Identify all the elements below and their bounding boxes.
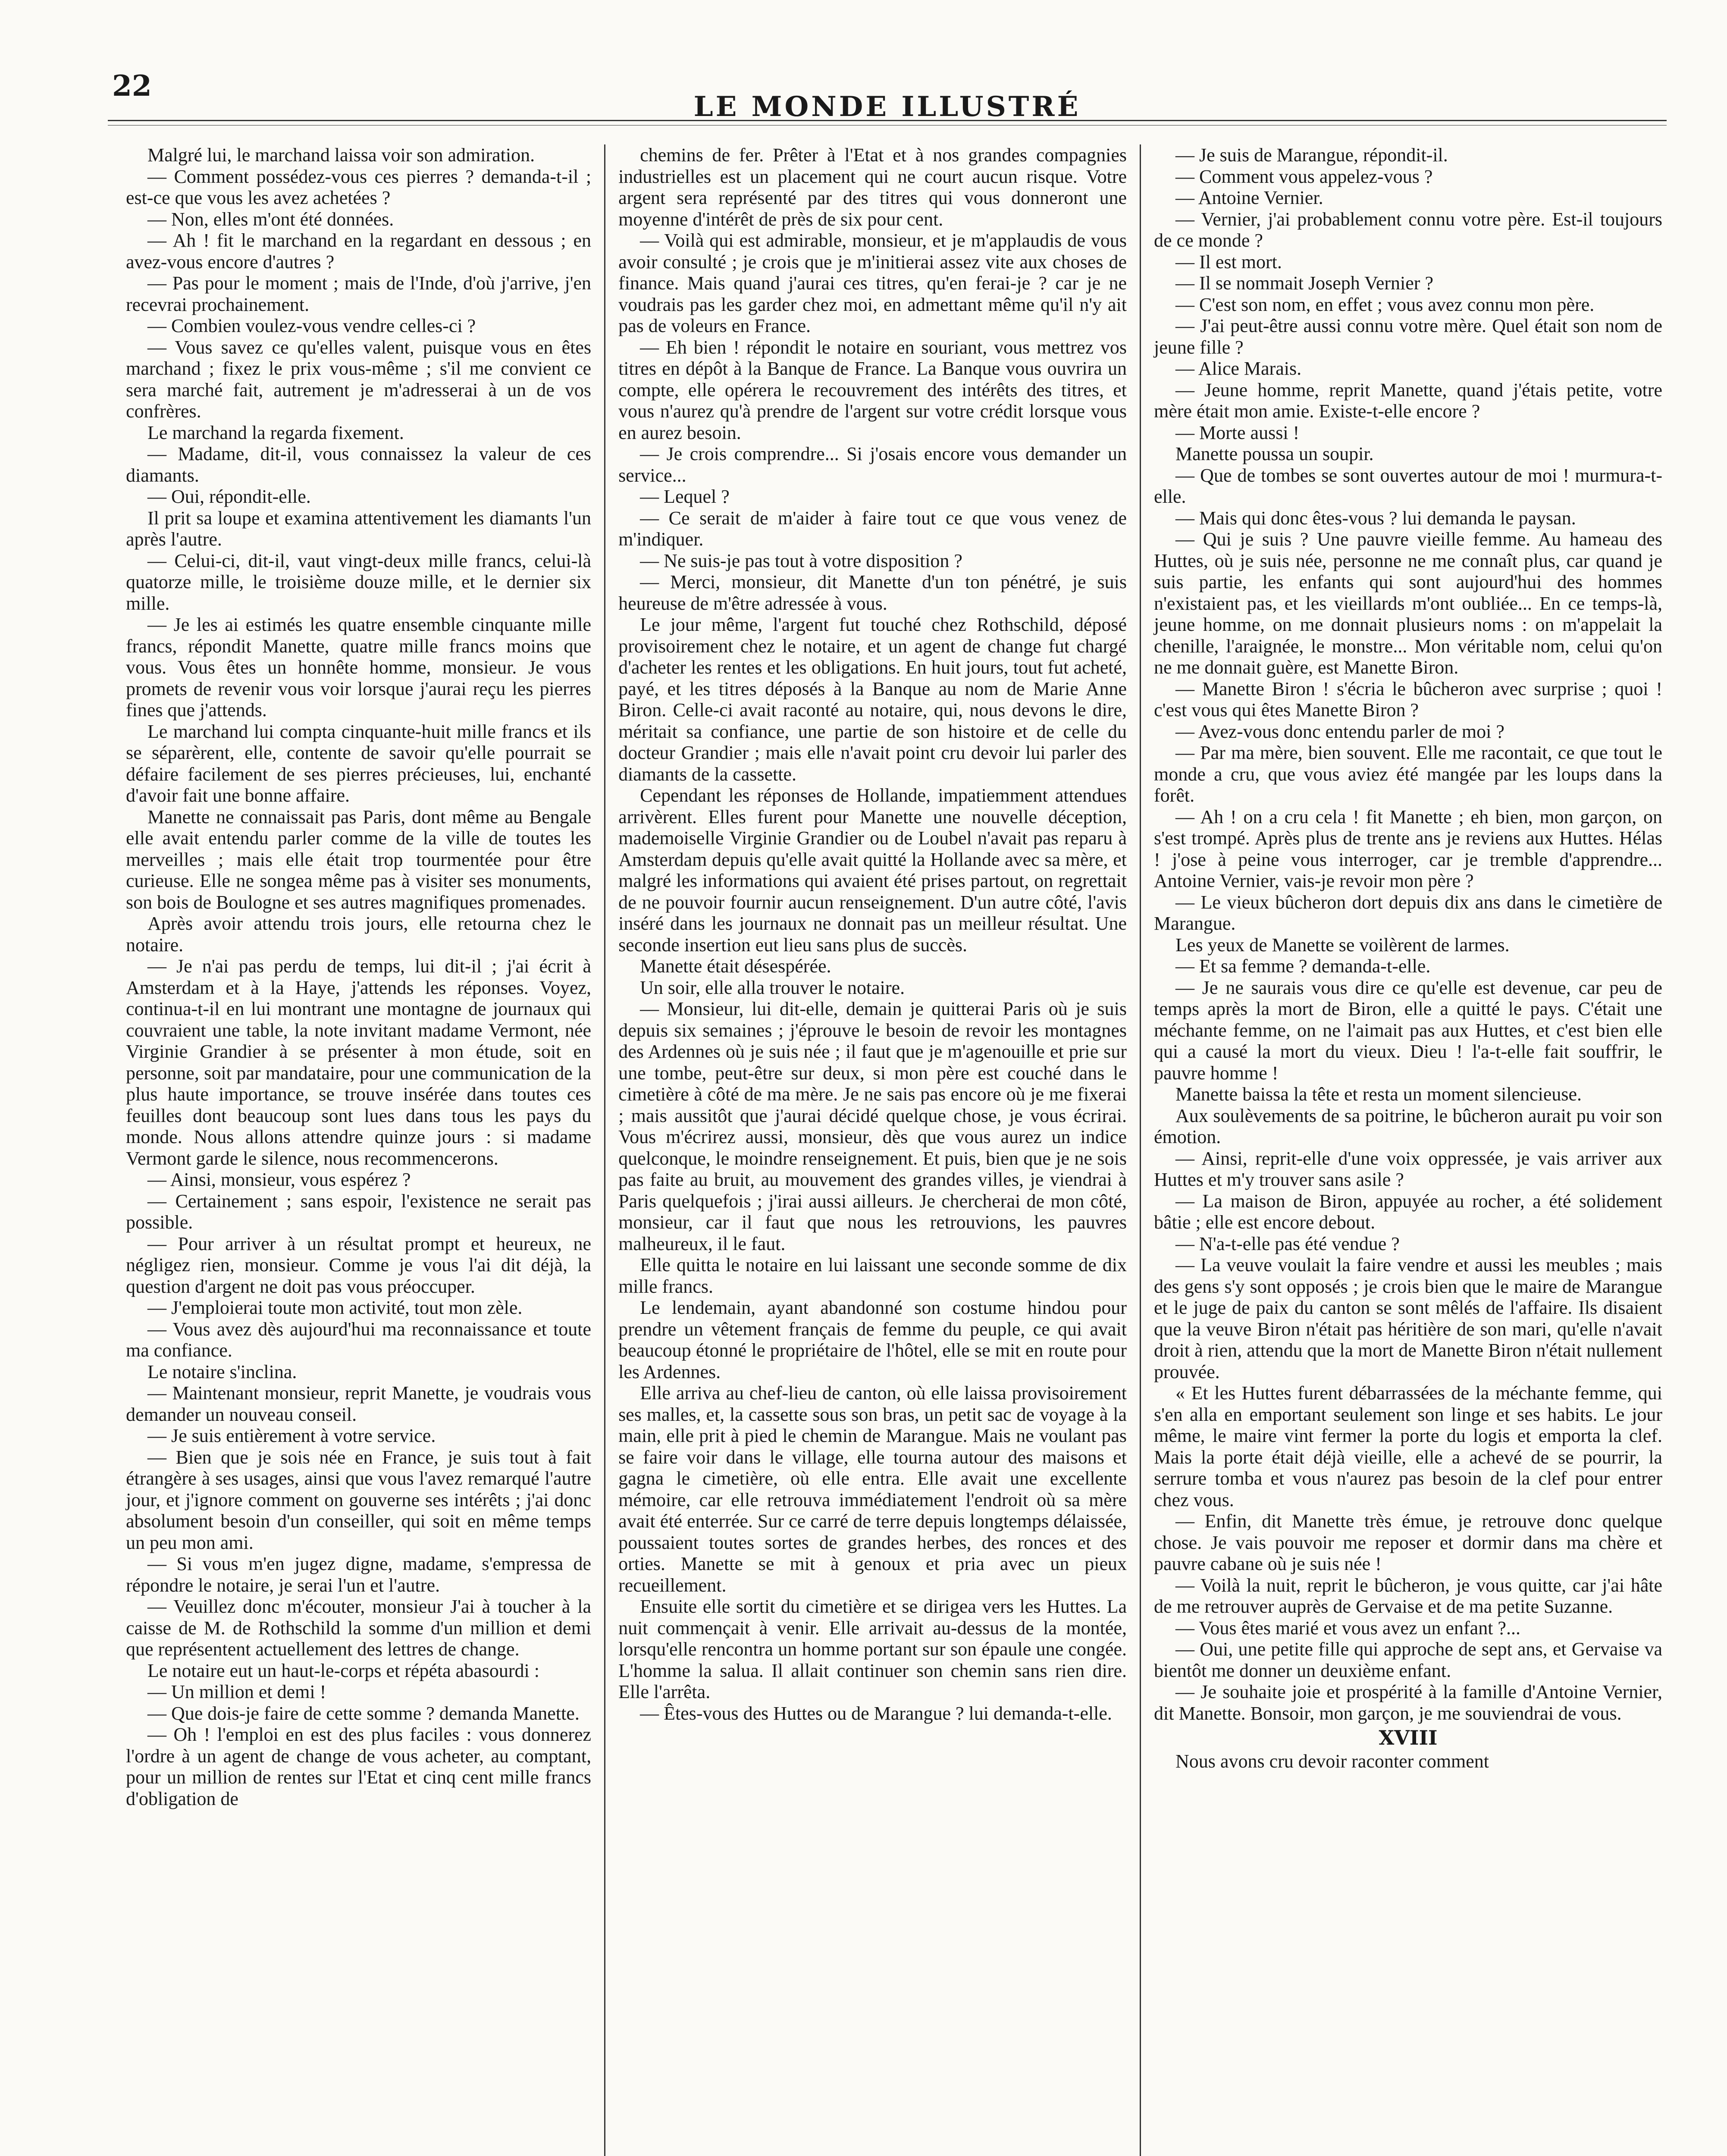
- paragraph: — Je souhaite joie et prospérité à la famille d'Antoine Vernier, dit Manette. Bonsoir, mon garçon, je me souviendrai de vous.: [1154, 1681, 1662, 1724]
- paragraph: — Ah ! on a cru cela ! fit Manette ; eh bien, mon garçon, on s'est trompé. Après plus de trente ans je reviens aux Huttes. Hélas ! j'ose à peine vous interroger, car je tremble d'apprendre... Antoine Vernier, vais-je revoir mon père ?: [1154, 806, 1662, 891]
- paragraph: — Oh ! l'emploi en est des plus faciles : vous donnerez l'ordre à un agent de change de vous acheter, au comptant, pour un million de rentes sur l'Etat et cinq cent mille francs d'obligation de: [126, 1724, 592, 1809]
- paragraph: — Ne suis-je pas tout à votre disposition ?: [640, 550, 962, 571]
- paragraph: — Vernier, j'ai probablement connu votre père. Est-il toujours de ce monde ?: [1154, 208, 1662, 251]
- paragraph: Elle arriva au chef-lieu de canton, où elle laissa provisoirement ses malles, et, la cassette sous son bras, un petit sac de voyage à la main, elle prit à pied le chemin de Marangue. Mais ne voulant pas se faire voir dans le village, elle tourna autour des maisons et gagna le cimetière, où elle entra. Elle avait une excellente mémoire, car elle retrouva immédiatement l'endroit où sa mère avait été enterrée. Sur ce carré de terre depuis longtemps délaissée, poussaient toutes sortes de grandes herbes, des ronces et des orties. Manette se mit à genoux et pria avec un pieux recueillement.: [618, 1382, 1127, 1596]
- paragraph: — Comment possédez-vous ces pierres ? demanda-t-il ; est-ce que vous les avez achetées ?: [126, 166, 592, 208]
- paragraph: Manette ne connaissait pas Paris, dont même au Bengale elle avait entendu parler comme de la ville de toutes les merveilles ; mais elle était trop tourmentée pour être curieuse. Elle ne songea même pas à visiter ses monuments, son bois de Boulogne et ses autres magnifiques promenades.: [126, 806, 592, 913]
- paragraph: chemins de fer. Prêter à l'Etat et à nos grandes compagnies industrielles est un placement qui ne court aucun risque. Votre argent sera représenté par des titres qui vous donneront une moyenne d'intérêt de près de six pour cent.: [618, 144, 1127, 230]
- paragraph: « Et les Huttes furent débarrassées de la méchante femme, qui s'en alla en emportant seulement son linge et ses habits. Le jour même, le maire vint fermer la porte du logis et emporta la clef. Mais la porte était déjà vieille, elle a achevé de se pourrir, la serrure tomba et vous n'aurez pas besoin de la clef pour entrer chez vous.: [1154, 1382, 1662, 1510]
- paragraph: — Maintenant monsieur, reprit Manette, je voudrais vous demander un nouveau conseil.: [126, 1382, 592, 1425]
- page-header: [108, 65, 1667, 138]
- paragraph: — Antoine Vernier.: [1175, 187, 1323, 208]
- paragraph: — Voilà qui est admirable, monsieur, et je m'applaudis de vous avoir consulté ; je crois que je m'initierai assez vite aux choses de finance. Mais quand j'aurai ces titres, qu'en ferai-je ? car je ne voudrais pas les garder chez moi, en admettant même qu'il n'y ait pas de voleurs en France.: [618, 230, 1127, 336]
- paragraph: — Morte aussi !: [1175, 422, 1300, 443]
- page-number: 22: [112, 69, 152, 103]
- paragraph: — N'a-t-elle pas été vendue ?: [1175, 1233, 1400, 1254]
- paragraph: — La maison de Biron, appuyée au rocher, a été solidement bâtie ; elle est encore debout.: [1154, 1190, 1662, 1233]
- paragraph: — J'emploierai toute mon activité, tout mon zèle.: [147, 1297, 523, 1318]
- paragraph: — Il est mort.: [1175, 251, 1282, 273]
- paragraph: — Je suis de Marangue, répondit-il.: [1175, 144, 1448, 166]
- paragraph: Manette poussa un soupir.: [1175, 443, 1374, 464]
- section-heading: XVIII: [1379, 1726, 1438, 1749]
- paragraph: — Je ne saurais vous dire ce qu'elle est devenue, car peu de temps après la mort de Biron, elle a quitté le pays. C'était une méchante femme, on ne l'aimait pas aux Huttes, et c'est bien elle qui a causé la mort du vieux. Dieu ! l'a-t-elle fait souffrir, le pauvre homme !: [1154, 977, 1662, 1084]
- paragraph: — Veuillez donc m'écouter, monsieur J'ai à toucher à la caisse de M. de Rothschild la somme d'un million et demi que représentent actuellement des lettres de change.: [126, 1596, 592, 1660]
- paragraph: Ensuite elle sortit du cimetière et se dirigea vers les Huttes. La nuit commençait à venir. Elle arrivait au-dessus de la montée, lorsqu'elle rencontra un homme portant sur son épaule une congée. L'homme la salua. Il allait continuer son chemin sans rien dire. Elle l'arrêta.: [618, 1596, 1127, 1702]
- paragraph: — Que dois-je faire de cette somme ? demanda Manette.: [147, 1702, 580, 1724]
- paragraph: — Certainement ; sans espoir, l'existence ne serait pas possible.: [126, 1190, 592, 1233]
- paragraph: Un soir, elle alla trouver le notaire.: [640, 977, 905, 998]
- paragraph: Il prit sa loupe et examina attentivement les diamants l'un après l'autre.: [126, 507, 592, 550]
- paragraph: — La veuve voulait la faire vendre et aussi les meubles ; mais des gens s'y sont opposés ; je crois bien que le maire de Marangue et le juge de paix du canton se sont mêlés de l'affaire. Ils disaient que la veuve Biron n'était pas héritière de son mari, qu'elle n'avait droit à rien, attendu que la mort de Manette Biron n'était nullement prouvée.: [1154, 1254, 1662, 1382]
- paragraph: Le lendemain, ayant abandonné son costume hindou pour prendre un vêtement français de femme du peuple, ce qui avait beaucoup étonné le propriétaire de l'hôtel, elle se mit en route pour les Ardennes.: [618, 1297, 1127, 1382]
- paragraph: — Êtes-vous des Huttes ou de Marangue ? lui demanda-t-elle.: [640, 1702, 1112, 1724]
- paragraph: — Monsieur, lui dit-elle, demain je quitterai Paris où je suis depuis six semaines ; j'éprouve le besoin de revoir les montagnes des Ardennes où je suis née ; il faut que je m'agenouille et prie sur une tombe, peut-être sur deux, si mon père est couché dans le cimetière à côté de ma mère. Je ne sais pas encore où je me fixerai ; mais aussitôt que j'aurai décidé quelque chose, je vous écrirai. Vous m'écrirez aussi, monsieur, dès que vous aurez un indice quelconque, le moindre renseignement. Et puis, bien que je ne sois pas faite au bruit, au mouvement des grandes villes, je viendrai à Paris quelquefois ; j'irai aussi ailleurs. Je chercherai de mon côté, monsieur, car il faut que nous les retrouvions, les pauvres malheureux, il le faut.: [618, 998, 1127, 1254]
- paragraph: — Il se nommait Joseph Vernier ?: [1175, 273, 1433, 294]
- paragraph: — Pour arriver à un résultat prompt et heureux, ne négligez rien, monsieur. Comme je vous l'ai dit déjà, la question d'argent ne doit pas vous préoccuper.: [126, 1233, 592, 1297]
- paragraph: — Voilà la nuit, reprit le bûcheron, je vous quitte, car j'ai hâte de me retrouver auprès de Gervaise et de ma petite Suzanne.: [1154, 1574, 1662, 1617]
- paragraph: Manette était désespérée.: [640, 956, 831, 977]
- text-columns: [113, 144, 1675, 2156]
- paragraph: — Lequel ?: [640, 486, 730, 507]
- header-rule: [108, 120, 1667, 121]
- paragraph: — Ainsi, monsieur, vous espérez ?: [147, 1169, 411, 1190]
- paragraph: — Enfin, dit Manette très émue, je retrouve donc quelque chose. Je vais pouvoir me reposer et dormir dans ma chère et pauvre cabane où je suis née !: [1154, 1510, 1662, 1574]
- paragraph: Les yeux de Manette se voilèrent de larmes.: [1175, 934, 1510, 956]
- paragraph: Manette baissa la tête et resta un moment silencieuse.: [1175, 1084, 1582, 1105]
- paragraph: — Mais qui donc êtes-vous ? lui demanda le paysan.: [1175, 507, 1576, 529]
- paragraph: Le marchand lui compta cinquante-huit mille francs et ils se séparèrent, elle, contente de savoir qu'elle pourrait se défaire facilement de ses pierres précieuses, lui, enchanté d'avoir fait une bonne affaire.: [126, 721, 592, 806]
- paragraph: — Oui, répondit-elle.: [147, 486, 311, 507]
- paragraph: — Madame, dit-il, vous connaissez la valeur de ces diamants.: [126, 443, 592, 486]
- paragraph: — Vous savez ce qu'elles valent, puisque vous en êtes marchand ; fixez le prix vous-même ; s'il me convient ce sera marché fait, autrement je m'adresserai à un de vos confrères.: [126, 336, 592, 422]
- column-1: [113, 144, 604, 2156]
- paragraph: Le notaire eut un haut-le-corps et répéta abasourdi :: [147, 1660, 539, 1681]
- paragraph: Après avoir attendu trois jours, elle retourna chez le notaire.: [126, 913, 592, 956]
- paragraph: Cependant les réponses de Hollande, impatiemment attendues arrivèrent. Elles furent pour Manette une nouvelle déception, mademoiselle Virginie Grandier ou de Loubel n'avait pas reparu à Amsterdam depuis qu'elle avait quitté la Hollande avec sa mère, et malgré les informations qui avaient été prises partout, on regrettait de ne pouvoir fournir aucun renseignement. D'un autre côté, l'avis inséré dans les journaux ne donnait pas un meilleur résultat. Une seconde insertion eut lieu sans plus de succès.: [618, 785, 1127, 956]
- paragraph: — Ah ! fit le marchand en la regardant en dessous ; en avez-vous encore d'autres ?: [126, 230, 592, 273]
- paragraph: — Vous êtes marié et vous avez un enfant ?...: [1175, 1617, 1520, 1639]
- paragraph: Le jour même, l'argent fut touché chez Rothschild, déposé provisoirement chez le notaire, et un agent de change fut chargé d'acheter les rentes et les obligations. En huit jours, tout fut acheté, payé, et les titres déposés à la Banque au nom de Marie Anne Biron. Celle-ci avait raconté au notaire, qui, nous devons le dire, méritait sa confiance, une partie de son histoire et de celle du docteur Grandier ; mais elle n'avait point cru devoir lui parler des diamants de la cassette.: [618, 614, 1127, 785]
- paragraph: — Je n'ai pas perdu de temps, lui dit-il ; j'ai écrit à Amsterdam et à la Haye, j'attends les réponses. Voyez, continua-t-il en lui montrant une montagne de journaux qui couvraient une table, la note invitant madame Vermont, née Virginie Grandier à se présenter à mon étude, soit en personne, soit par mandataire, pour une communication de la plus haute importance, se trouve insérée dans toutes ces feuilles dont beaucoup sont lues dans tous les pays du monde. Nous allons attendre quinze jours : si madame Vermont garde le silence, nous recommencerons.: [126, 956, 592, 1169]
- masthead-title: LE MONDE ILLUSTRÉ: [693, 91, 1081, 123]
- paragraph: — Je crois comprendre... Si j'osais encore vous demander un service...: [618, 443, 1127, 486]
- column-2: [604, 144, 1140, 2156]
- column-3: [1140, 144, 1675, 2156]
- paragraph: — Par ma mère, bien souvent. Elle me racontait, ce que tout le monde a cru, que vous aviez été mangée par les loups dans la forêt.: [1154, 742, 1662, 806]
- paragraph: — Jeune homme, reprit Manette, quand j'étais petite, votre mère était mon amie. Existe-t-elle encore ?: [1154, 379, 1662, 422]
- paragraph: Elle quitta le notaire en lui laissant une seconde somme de dix mille francs.: [618, 1254, 1127, 1297]
- paragraph: — Oui, une petite fille qui approche de sept ans, et Gervaise va bientôt me donner un deuxième enfant.: [1154, 1639, 1662, 1681]
- paragraph: — Alice Marais.: [1175, 358, 1302, 379]
- paragraph: — Ce serait de m'aider à faire tout ce que vous venez de m'indiquer.: [618, 507, 1127, 550]
- paragraph: — Le vieux bûcheron dort depuis dix ans dans le cimetière de Marangue.: [1154, 891, 1662, 934]
- paragraph: — Eh bien ! répondit le notaire en souriant, vous mettrez vos titres en dépôt à la Banque de France. La Banque vous ouvrira un compte, elle opérera le recouvrement des intérêts des titres, et vous n'aurez qu'à prendre de l'argent sur votre crédit lorsque vous en aurez besoin.: [618, 336, 1127, 443]
- paragraph: — Ainsi, reprit-elle d'une voix oppressée, je vais arriver aux Huttes et m'y trouver sans asile ?: [1154, 1147, 1662, 1190]
- paragraph: — Je suis entièrement à votre service.: [147, 1425, 436, 1446]
- paragraph: — Combien voulez-vous vendre celles-ci ?: [147, 315, 476, 336]
- paragraph: — Avez-vous donc entendu parler de moi ?: [1175, 721, 1504, 742]
- paragraph: — C'est son nom, en effet ; vous avez connu mon père.: [1175, 294, 1595, 315]
- paragraph: — Vous avez dès aujourd'hui ma reconnaissance et toute ma confiance.: [126, 1318, 592, 1361]
- paragraph: — Et sa femme ? demanda-t-elle.: [1175, 956, 1431, 977]
- paragraph: — Celui-ci, dit-il, vaut vingt-deux mille francs, celui-là quatorze mille, le troisième douze mille, et le dernier six mille.: [126, 550, 592, 614]
- paragraph: — Un million et demi !: [147, 1681, 326, 1702]
- paragraph: Le notaire s'inclina.: [147, 1361, 297, 1382]
- paragraph: — J'ai peut-être aussi connu votre mère. Quel était son nom de jeune fille ?: [1154, 315, 1662, 358]
- paragraph: — Merci, monsieur, dit Manette d'un ton pénétré, je suis heureuse de m'être adressée à vous.: [618, 571, 1127, 614]
- paragraph: — Non, elles m'ont été données.: [147, 208, 394, 230]
- paragraph: — Si vous m'en jugez digne, madame, s'empressa de répondre le notaire, je serai l'un et l'autre.: [126, 1553, 592, 1596]
- paragraph: — Manette Biron ! s'écria le bûcheron avec surprise ; quoi ! c'est vous qui êtes Manette Biron ?: [1154, 678, 1662, 721]
- paragraph: — Je les ai estimés les quatre ensemble cinquante mille francs, répondit Manette, quatre mille francs moins que vous. Vous êtes un honnête homme, monsieur. Je vous promets de revenir vous voir lorsque j'aurai reçu les pierres fines que j'attends.: [126, 614, 592, 721]
- paragraph: — Pas pour le moment ; mais de l'Inde, d'où j'arrive, j'en recevrai prochainement.: [126, 273, 592, 315]
- paragraph: Malgré lui, le marchand laissa voir son admiration.: [147, 144, 535, 166]
- closing-paragraph: Nous avons cru devoir raconter comment: [1175, 1750, 1489, 1772]
- paragraph: Le marchand la regarda fixement.: [147, 422, 404, 443]
- paragraph: — Que de tombes se sont ouvertes autour de moi ! murmura-t-elle.: [1154, 464, 1662, 507]
- paragraph: Aux soulèvements de sa poitrine, le bûcheron aurait pu voir son émotion.: [1154, 1105, 1662, 1147]
- paragraph: — Comment vous appelez-vous ?: [1175, 166, 1433, 187]
- paragraph: — Bien que je sois née en France, je suis tout à fait étrangère à ses usages, ainsi que vous l'avez remarqué l'autre jour, et j'ignore comment on gouverne ses intérêts ; j'ai donc absolument besoin d'un conseiller, qui soit en même temps un peu mon ami.: [126, 1446, 592, 1553]
- paragraph: — Qui je suis ? Une pauvre vieille femme. Au hameau des Huttes, où je suis née, personne ne me connaît plus, car quand je suis partie, les enfants qui sont aujourd'hui des hommes n'existaient pas, et les vieillards m'ont oubliée... En ce temps-là, jeune homme, on me donnait plusieurs noms : on m'appelait la chenille, l'araignée, le monstre... Mon véritable nom, celui qu'on ne me donnait guère, est Manette Biron.: [1154, 529, 1662, 678]
